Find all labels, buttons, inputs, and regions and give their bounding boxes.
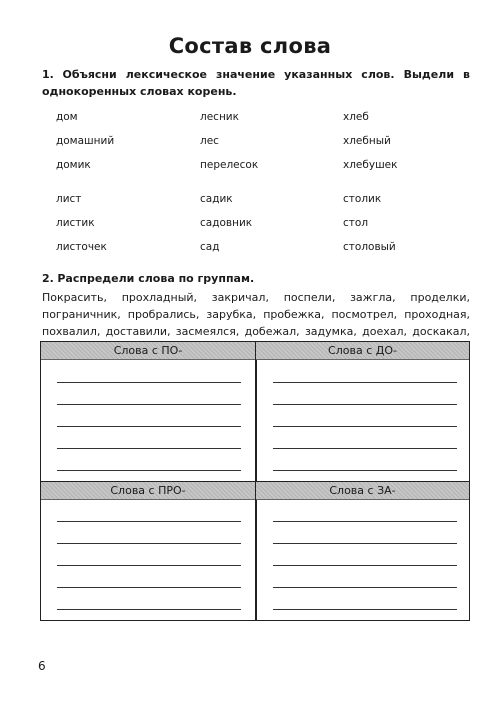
writing-line[interactable] — [57, 426, 241, 427]
word-item: хлебушек — [343, 159, 398, 171]
task-1-instruction — [42, 66, 470, 100]
task-2-number: 2. — [42, 272, 54, 285]
grouping-table — [40, 341, 470, 621]
writing-line[interactable] — [273, 543, 457, 544]
word-item: домашний — [56, 135, 115, 147]
writing-line[interactable] — [273, 609, 457, 610]
task-1-number: 1. — [42, 68, 54, 81]
word-item: домик — [56, 159, 91, 171]
writing-line[interactable] — [273, 426, 457, 427]
writing-line[interactable] — [57, 448, 241, 449]
writing-line[interactable] — [57, 470, 241, 471]
writing-line[interactable] — [57, 587, 241, 588]
writing-line[interactable] — [273, 470, 457, 471]
writing-line[interactable] — [57, 382, 241, 383]
word-item: хлеб — [343, 111, 369, 123]
writing-line[interactable] — [273, 382, 457, 383]
header-pro: Слова с ПРО- — [41, 482, 255, 500]
word-item: столик — [343, 193, 382, 205]
writing-line[interactable] — [273, 448, 457, 449]
word-item: хлебный — [343, 135, 391, 147]
word-item: садовник — [200, 217, 253, 229]
page-number: 6 — [38, 659, 46, 673]
writing-line[interactable] — [57, 609, 241, 610]
word-item: листик — [56, 217, 95, 229]
word-item: стол — [343, 217, 369, 229]
header-po: Слова с ПО- — [41, 342, 255, 360]
task-2-word-list: Покрасить, прохладный, закричал, поспели, зажгла, проделки, пограничник, пробрались, зарубка, пробежка, посмотрел, проходная, похвалил, доставили, засмеялся, добежал, задумка, доехал, доскакал, — [42, 291, 470, 338]
header-do: Слова с ДО- — [256, 342, 469, 360]
word-item: лесник — [200, 111, 239, 123]
word-item: столовый — [343, 241, 396, 253]
word-item: перелесок — [200, 159, 259, 171]
writing-line[interactable] — [57, 565, 241, 566]
writing-line[interactable] — [273, 565, 457, 566]
writing-line[interactable] — [273, 521, 457, 522]
word-item: листочек — [56, 241, 107, 253]
word-item: лес — [200, 135, 219, 147]
task-1-text: Объясни лексическое значение указанных слов. Выдели в однокоренных словах корень. — [42, 68, 470, 98]
writing-line[interactable] — [57, 521, 241, 522]
writing-line[interactable] — [57, 404, 241, 405]
word-item: сад — [200, 241, 220, 253]
page-title: Состав слова — [168, 34, 332, 58]
writing-line[interactable] — [273, 587, 457, 588]
writing-line[interactable] — [57, 543, 241, 544]
header-za: Слова с ЗА- — [256, 482, 469, 500]
writing-line[interactable] — [273, 404, 457, 405]
word-item: садик — [200, 193, 233, 205]
word-item: лист — [56, 193, 82, 205]
task-2-text: Распредели слова по группам. — [57, 272, 255, 285]
word-item: дом — [56, 111, 78, 123]
